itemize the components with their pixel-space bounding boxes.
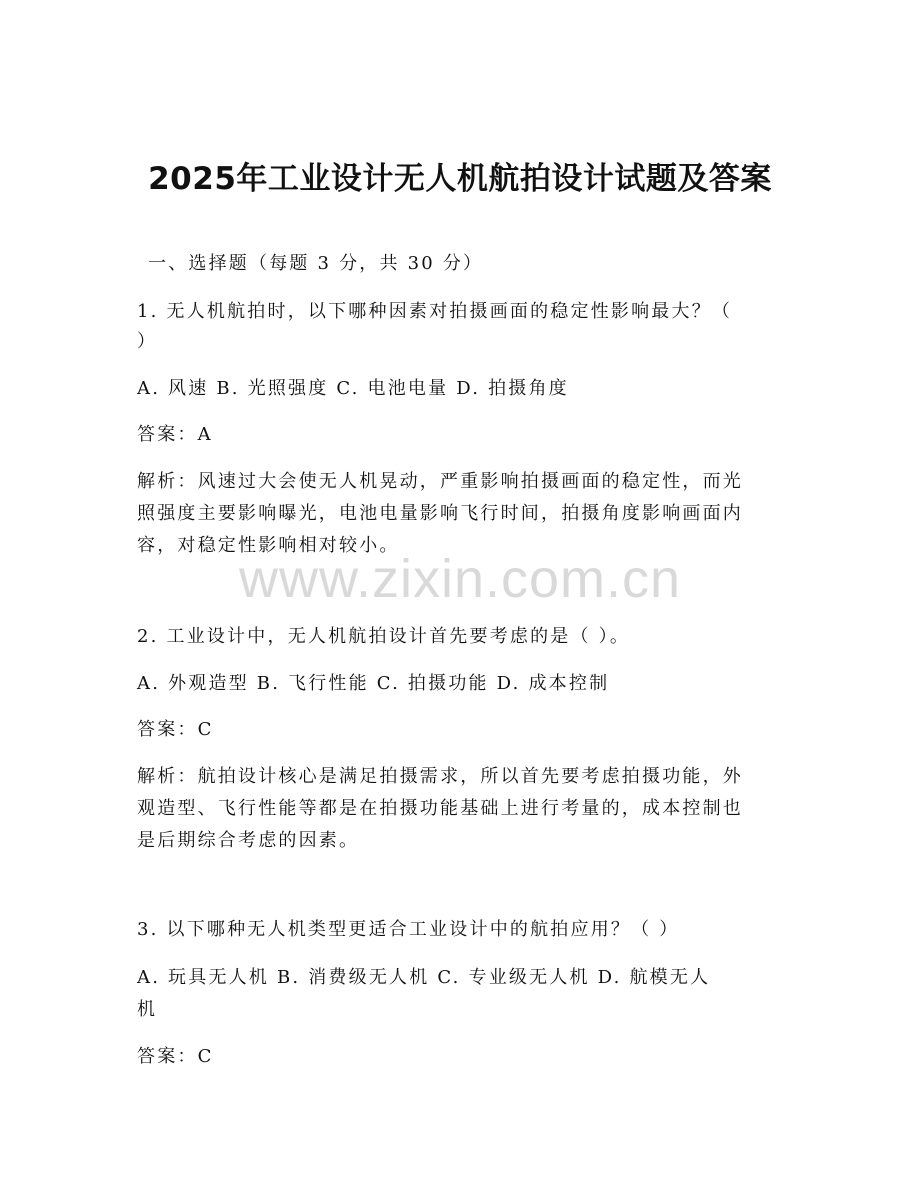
question-1-options: A. 风速 B. 光照强度 C. 电池电量 D. 拍摄角度 <box>137 378 569 399</box>
question-1-analysis-line-1: 解析：风速过大会使无人机晃动，严重影响拍摄画面的稳定性，而光 <box>137 471 743 492</box>
question-1-stem-line-1: 1. 无人机航拍时，以下哪种因素对拍摄画面的稳定性影响最大？（ <box>137 301 733 322</box>
question-3-answer: 答案：C <box>137 1046 214 1067</box>
section-heading: 一、选择题（每题 3 分，共 30 分） <box>148 253 484 274</box>
question-2-stem: 2. 工业设计中，无人机航拍设计首先要考虑的是（ ）。 <box>137 626 631 647</box>
question-3-options-line-1: A. 玩具无人机 B. 消费级无人机 C. 专业级无人机 D. 航模无人 <box>137 967 711 988</box>
question-1-stem-line-2: ） <box>137 331 158 352</box>
question-1-analysis-line-2: 照强度主要影响曝光，电池电量影响飞行时间，拍摄角度影响画面内 <box>137 503 743 524</box>
question-2-analysis-line-3: 是后期综合考虑的因素。 <box>137 830 360 851</box>
question-1-answer: 答案：A <box>137 424 213 445</box>
question-2-analysis-line-1: 解析：航拍设计核心是满足拍摄需求，所以首先要考虑拍摄功能，外 <box>137 766 743 787</box>
document-title: 2025年工业设计无人机航拍设计试题及答案 <box>148 161 772 197</box>
watermark: www.zixin.com.cn <box>238 549 682 609</box>
question-2-analysis-line-2: 观造型、飞行性能等都是在拍摄功能基础上进行考量的，成本控制也 <box>137 798 743 819</box>
question-2-answer: 答案：C <box>137 719 214 740</box>
question-3-options-line-2: 机 <box>137 999 158 1020</box>
question-1-analysis-line-3: 容，对稳定性影响相对较小。 <box>137 535 400 556</box>
question-3-stem: 3. 以下哪种无人机类型更适合工业设计中的航拍应用？（ ） <box>137 919 680 940</box>
question-2-options: A. 外观造型 B. 飞行性能 C. 拍摄功能 D. 成本控制 <box>137 673 610 694</box>
